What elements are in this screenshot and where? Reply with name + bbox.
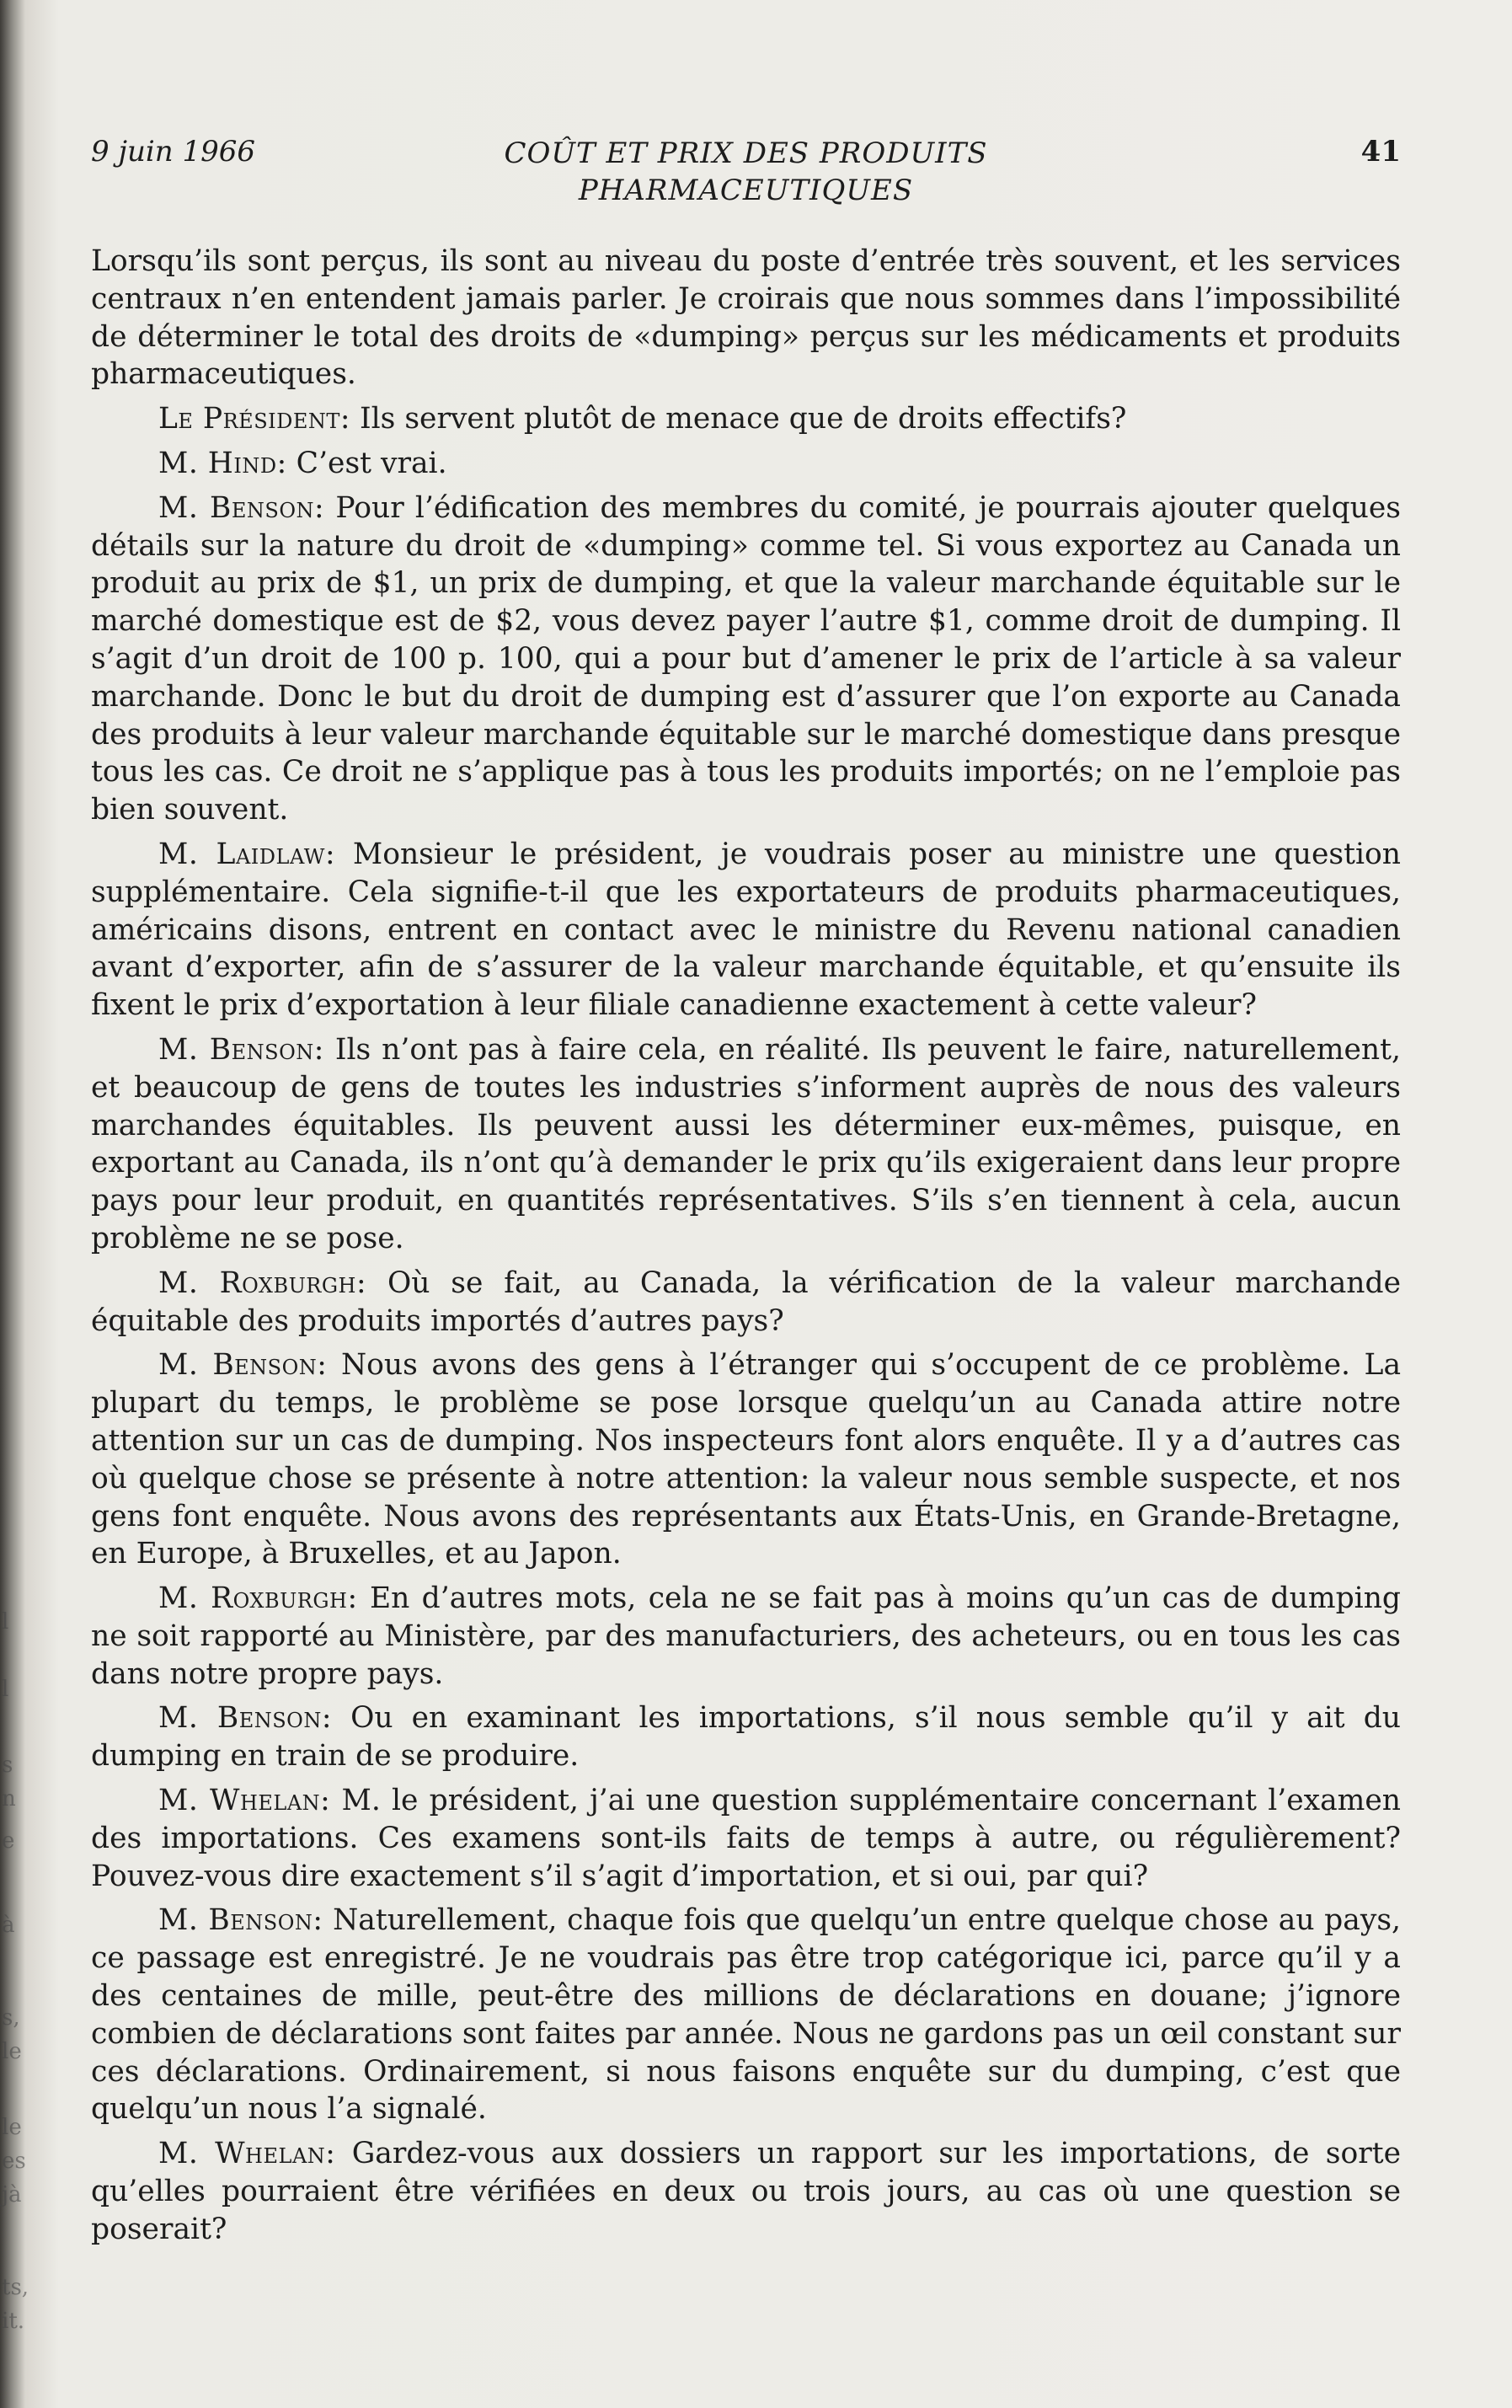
paragraph-text: Nous avons des gens à l’étranger qui s’occupent de ce problème. La plupart du temps, le problème se pose lorsque quelqu’un au Canada attire notre attention sur un cas de dumping. Nos inspecteurs font alors enquête. Il y a d’autres cas où quelque chose se présente à notre attention: la valeur nous semble suspecte, et nos gens font enquête. Nous avons des représentants aux États-Unis, en Grande-Bretagne, en Europe, à Bruxelles, et au Japon.	[91, 1348, 1402, 1571]
page-number: 41	[1360, 135, 1401, 169]
gutter-bleed: e	[2, 1828, 15, 1854]
speaker-name: M. Benson:	[158, 1903, 323, 1938]
speaker-name: M. Roxburgh:	[158, 1266, 367, 1300]
paragraph-text: Pour l’édification des membres du comité, je pourrais ajouter quelques détails sur la nature du droit de «dumping» comme tel. Si vous exportez au Canada un produit au prix de $1, un prix de dumping, et que la valeur marchande équitable sur le marché domestique est de $2, vous devez payer l’autre $1, comme droit de dumping. Il s’agit d’un droit de 100 p. 100, qui a pour but d’amener le prix de l’article à sa valeur marchande. Donc le but du droit de dumping est d’assurer que l’on exporte au Canada des produits à leur valeur marchande équitable sur le marché domestique dans presque tous les cas. Ce droit ne s’applique pas à tous les produits importés; on ne l’emploie pas bien souvent.	[91, 490, 1402, 827]
speaker-name: M. Roxburgh:	[158, 1581, 358, 1616]
gutter-bleed: l	[2, 1677, 9, 1702]
paragraph-text: Ou en examinant les importations, s’il nous semble qu’il y ait du dumping en train de se produire.	[91, 1701, 1401, 1774]
paragraph-text: Où se fait, au Canada, la vérification de la valeur marchande équitable des produits importés d’autres pays?	[91, 1266, 1401, 1338]
speaker-name: M. Benson:	[158, 1032, 324, 1067]
transcript-paragraph	[91, 1580, 1401, 1693]
transcript-paragraph	[91, 400, 1401, 438]
gutter-bleed: le	[2, 2115, 22, 2140]
gutter-bleed: it.	[2, 2309, 25, 2334]
paragraph-text: C’est vrai.	[286, 446, 447, 480]
transcript-paragraph	[91, 1346, 1401, 1573]
transcript-paragraph	[91, 1902, 1401, 2128]
header-date: 9 juin 1966	[91, 135, 255, 169]
gutter-bleed: s,	[2, 2005, 20, 2031]
transcript-paragraph	[91, 836, 1401, 1025]
transcript-paragraph	[91, 1782, 1401, 1895]
paragraph-text: Ils n’ont pas à faire cela, en réalité. Ils peuvent le faire, naturellement, et beaucoup de gens de toutes les industries s’informent auprès de nous des valeurs marchandes équitables. Ils peuvent aussi les déterminer eux-mêmes, puisque, en exportant au Canada, ils n’ont qu’à demander le prix qu’ils exigeraient dans leur propre pays pour leur produit, en quantités représentatives. S’ils s’en tiennent à cela, aucun problème ne se pose.	[91, 1032, 1401, 1255]
speaker-name: M. Whelan:	[158, 1784, 331, 1818]
speaker-name: M. Benson:	[158, 1701, 332, 1736]
gutter-bleed: ts,	[2, 2275, 29, 2300]
paragraph-text: Ils servent plutôt de menace que de droits effectifs?	[350, 402, 1127, 436]
paragraph-text: Lorsqu’ils sont perçus, ils sont au niveau du poste d’entrée très souvent, et les services centraux n’en entendent jamais parler. Je croirais que nous sommes dans l’impossibilité de déterminer le total des droits de «dumping» perçus sur les médicaments et produits pharmaceutiques.	[91, 244, 1401, 392]
header-title	[91, 135, 1401, 209]
gutter-bleed: s	[2, 1752, 13, 1778]
transcript-paragraph	[91, 1265, 1401, 1340]
header-title-line2: PHARMACEUTIQUES	[578, 174, 914, 207]
header-title-line1: COÛT ET PRIX DES PRODUITS	[504, 136, 988, 170]
transcript-paragraph	[91, 490, 1401, 829]
transcript-body	[91, 243, 1401, 2255]
transcript-paragraph	[91, 243, 1401, 393]
gutter-bleed: jà	[2, 2182, 22, 2207]
transcript-paragraph	[91, 1699, 1401, 1775]
transcript-paragraph	[91, 445, 1401, 483]
speaker-name: Le Président:	[158, 402, 351, 436]
gutter-bleed: à	[2, 1913, 15, 1938]
paragraph-text: Naturellement, chaque fois que quelqu’un entre quelque chose au pays, ce passage est enregistré. Je ne voudrais pas être trop catégorique ici, parce qu’il y a des centaines de mille, peut-être des millions de déclarations en douane; j’ignore combien de déclarations sont faites par année. Nous ne gardons pas un œil constant sur ces déclarations. Ordinairement, si nous faisons enquête sur du dumping, c’est que quelqu’un nous l’a signalé.	[91, 1903, 1401, 2127]
transcript-paragraph	[91, 1031, 1401, 1258]
speaker-name: M. Whelan:	[158, 2137, 336, 2171]
paragraph-text: Monsieur le président, je voudrais poser au ministre une question supplémentaire. Cela signifie-t-il que les exportateurs de produits pharmaceutiques, américains disons, entrent en contact avec le ministre du Revenu national canadien avant d’exporter, afin de s’assurer de la valeur marchande équitable, et qu’ensuite ils fixent le prix d’exportation à leur filiale canadienne exactement à cette valeur?	[91, 837, 1401, 1023]
gutter-bleed: es	[2, 2148, 26, 2174]
gutter-bleed: l	[2, 1609, 9, 1635]
speaker-name: M. Hind:	[158, 446, 287, 480]
speaker-name: M. Laidlaw:	[158, 837, 336, 871]
paragraph-text: Gardez-vous aux dossiers un rapport sur les importations, de sorte qu’elles pourraient être vérifiées en deux ou trois jours, au cas où une question se poserait?	[91, 2137, 1401, 2246]
speaker-name: M. Benson:	[158, 1348, 328, 1383]
speaker-name: M. Benson:	[158, 490, 325, 525]
transcript-paragraph	[91, 2135, 1401, 2248]
paragraph-text: M. le président, j’ai une question supplémentaire concernant l’examen des importations. Ces examens sont-ils faits de temps à autre, ou régulièrement? Pouvez-vous dire exactement s’il s’agit d’importation, et si oui, par qui?	[91, 1784, 1401, 1893]
gutter-bleed: le	[2, 2039, 22, 2064]
paragraph-text: En d’autres mots, cela ne se fait pas à moins qu’un cas de dumping ne soit rapporté au Ministère, par des manufacturiers, des acheteurs, ou en tous les cas dans notre propre pays.	[91, 1581, 1401, 1691]
gutter-bleed: n	[2, 1786, 16, 1811]
page-header	[91, 135, 1401, 219]
